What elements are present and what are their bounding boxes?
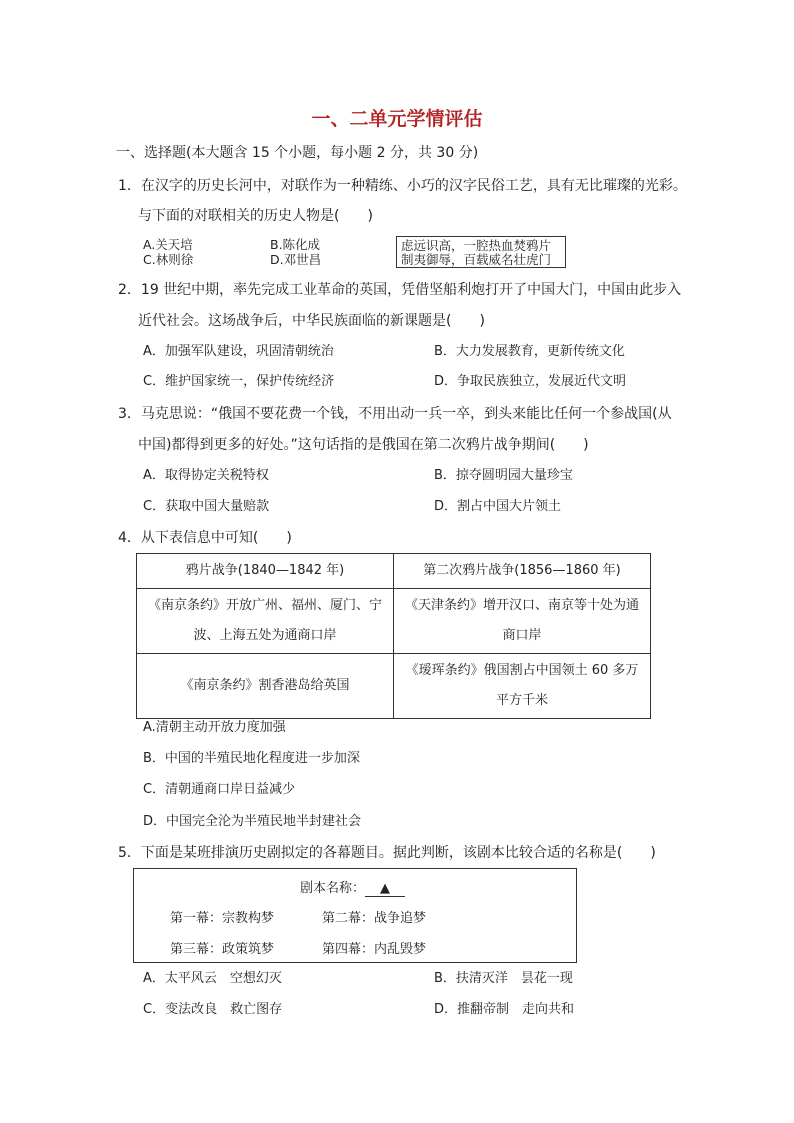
q5-option-a[interactable]: A．太平风云 空想幻灭	[143, 971, 282, 986]
q3-stem-line1: 3．马克思说：“俄国不要花费一个钱，不用出动一兵一卒，到头来能比任何一个参战国(从	[118, 406, 672, 422]
q1-stem-line1: 1．在汉字的历史长河中，对联作为一种精练、小巧的汉字民俗工艺，具有无比璀璨的光彩。	[118, 178, 687, 194]
page-title: 一、二单元学情评估	[311, 108, 483, 130]
q2-option-a[interactable]: A．加强军队建设，巩固清朝统治	[143, 344, 334, 359]
table-header-row	[137, 554, 651, 589]
script-name-blank: ▲	[365, 882, 405, 897]
q1-option-b[interactable]: B.陈化成	[270, 237, 321, 252]
table-cell: 《瑷珲条约》俄国割占中国领土 60 多万平方千米	[394, 654, 651, 719]
couplet-line-lower: 制夷御辱，百载威名壮虎门	[401, 252, 552, 267]
q2-stem-line2: 近代社会。这场战争后，中华民族面临的新课题是( )	[138, 313, 485, 329]
q5-option-d[interactable]: D．推翻帝制 走向共和	[434, 1002, 575, 1017]
q4-table	[136, 553, 651, 719]
table-row	[137, 654, 651, 719]
q5-option-c[interactable]: C．变法改良 救亡图存	[143, 1002, 283, 1017]
q4-option-c[interactable]: C．清朝通商口岸日益减少	[143, 782, 296, 797]
q1-option-d[interactable]: D.邓世昌	[270, 252, 322, 267]
q2-option-d[interactable]: D．争取民族独立，发展近代文明	[434, 374, 627, 389]
q4-option-d[interactable]: D．中国完全沦为半殖民地半封建社会	[143, 814, 362, 829]
q3-option-c[interactable]: C．获取中国大量赔款	[143, 499, 270, 514]
q2-option-c[interactable]: C．维护国家统一，保护传统经济	[143, 374, 335, 389]
q1-option-c[interactable]: C.林则徐	[143, 252, 194, 267]
act-4: 第四幕：内乱毁梦	[322, 942, 427, 957]
couplet-box	[396, 236, 566, 268]
q4-option-b[interactable]: B．中国的半殖民地化程度进一步加深	[143, 751, 360, 766]
q5-stem: 5．下面是某班排演历史剧拟定的各幕题目。据此判断，该剧本比较合适的名称是( )	[118, 845, 656, 861]
table-header-cell: 第二次鸦片战争(1856—1860 年)	[394, 554, 651, 589]
q2-stem-line1: 2．19 世纪中期，率先完成工业革命的英国，凭借坚船利炮打开了中国大门，中国由此步入	[118, 282, 682, 298]
table-cell: 《天津条约》增开汉口、南京等十处为通商口岸	[394, 589, 651, 654]
q5-option-b[interactable]: B．扶清灭洋 昙花一现	[434, 971, 573, 986]
couplet-line-upper: 虑远识高，一腔热血焚鸦片	[401, 238, 552, 253]
q4-option-a[interactable]: A.清朝主动开放力度加强	[143, 720, 286, 735]
q3-option-b[interactable]: B．掠夺圆明园大量珍宝	[434, 468, 573, 483]
table-header-cell: 鸦片战争(1840—1842 年)	[137, 554, 394, 589]
q1-stem-line2: 与下面的对联相关的历史人物是( )	[138, 208, 373, 224]
section-header: 一、选择题(本大题含 15 个小题，每小题 2 分，共 30 分)	[116, 145, 479, 161]
act-3: 第三幕：政策筑梦	[170, 942, 275, 957]
q4-stem: 4．从下表信息中可知( )	[118, 530, 292, 546]
table-cell: 《南京条约》开放广州、福州、厦门、宁波、上海五处为通商口岸	[137, 589, 394, 654]
q3-option-a[interactable]: A．取得协定关税特权	[143, 468, 269, 483]
table-row	[137, 589, 651, 654]
q3-option-d[interactable]: D．割占中国大片领土	[434, 499, 562, 514]
q1-option-a[interactable]: A.关天培	[143, 237, 193, 252]
script-name-line	[300, 877, 405, 897]
act-2: 第二幕：战争追梦	[322, 911, 427, 926]
script-name-label: 剧本名称：	[300, 881, 366, 896]
q5-script-box	[133, 868, 577, 963]
q2-option-b[interactable]: B．大力发展教育，更新传统文化	[434, 344, 625, 359]
table-cell: 《南京条约》割香港岛给英国	[137, 654, 394, 719]
q3-stem-line2: 中国)都得到更多的好处。”这句话指的是俄国在第二次鸦片战争期间( )	[138, 437, 589, 453]
act-1: 第一幕：宗教构梦	[170, 911, 275, 926]
